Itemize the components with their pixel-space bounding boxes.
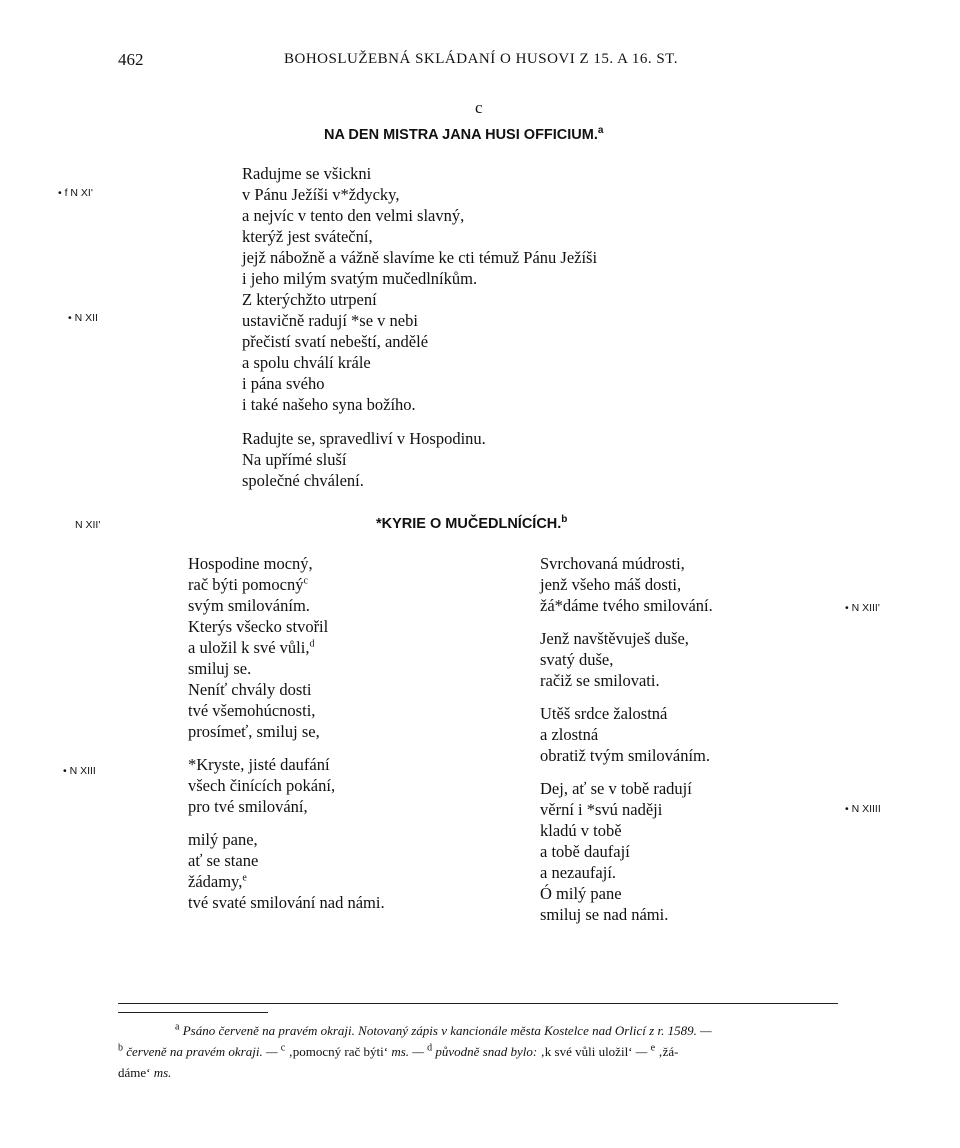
footnote-ref-a: a: [597, 125, 604, 137]
kyrie-line: [188, 679, 385, 700]
verse-line: a nejvíc v tento den velmi slavný,: [242, 206, 465, 225]
margin-note: N XII': [75, 519, 101, 531]
footnote-ref-d: d: [309, 638, 315, 650]
footnote-quote: ‚pomocný rač býti‘: [288, 1044, 389, 1059]
margin-note: • N XII: [68, 312, 98, 324]
office-title: [324, 127, 603, 143]
kyrie-line: žá*dáme tvého smilování.: [540, 596, 713, 615]
kyrie-line-text: Hospodine mocný,: [188, 554, 313, 573]
margin-note: • N XIII: [63, 765, 96, 777]
kyrie-line-text: pro tvé smilování,: [188, 797, 308, 816]
footnote-a: [175, 1020, 712, 1041]
footnote-ref-e: e: [242, 872, 247, 884]
kyrie-line-text: *Kryste, jisté daufání: [188, 755, 330, 774]
footnote-mark: e: [650, 1042, 656, 1054]
footnote-bcd: $^b$ červeně na pravém okraji. — $^c$ ‚pomocný rač býti‘ ms. — $^d$ původně snad bylo: ‚k své vůli uložil‘ — $^e$ ‚žá-: [118, 1042, 679, 1059]
kyrie-line-text: rač býti pomocný: [188, 575, 304, 594]
verse-line: i také našeho syna božího.: [242, 395, 416, 414]
verse-line: Radujme se všickni: [242, 164, 372, 183]
kyrie-line: [188, 658, 385, 679]
kyrie-line-text: milý pane,: [188, 830, 258, 849]
kyrie-line-text: a uložil k své vůli,: [188, 638, 310, 657]
footnote-quote: ‚žá-: [658, 1044, 679, 1059]
kyrie-line: [188, 595, 385, 616]
kyrie-line: [188, 637, 385, 658]
footnote-ref-b: b: [561, 514, 568, 526]
kyrie-line: [188, 721, 385, 742]
office-title-text: NA DEN MISTRA JANA HUSI OFFICIUM.: [324, 127, 598, 143]
footnote-mark: b: [118, 1042, 123, 1054]
kyrie-line: smiluj se nad námi.: [540, 905, 669, 924]
kyrie-line: račiž se smilovati.: [540, 671, 660, 690]
footnote-text: původně snad bylo:: [435, 1044, 538, 1059]
kyrie-line: [188, 871, 385, 892]
kyrie-line-text: žádamy,: [188, 872, 243, 891]
footnote-mark: d: [427, 1042, 433, 1054]
footnote-e-cont: [118, 1062, 171, 1083]
footnote-short-rule: [118, 1012, 268, 1013]
kyrie-line: [188, 574, 385, 595]
kyrie-line-text: tvé všemohúcnosti,: [188, 701, 316, 720]
verse-line: v Pánu Ježíši v*ždycky,: [242, 185, 400, 204]
response-line: Na upřímé sluší: [242, 450, 347, 469]
running-title: BOHOSLUŽEBNÁ SKLÁDANÍ O HUSOVI Z 15. A 16. ST.: [284, 51, 678, 67]
footnote-mark: c: [280, 1042, 286, 1054]
footnote-text: červeně na pravém okraji. —: [126, 1044, 278, 1059]
kyrie-left-column: [188, 553, 385, 913]
verse-line: i jeho milým svatým mučedlníkům.: [242, 269, 478, 288]
kyrie-line: kladú v tobě: [540, 821, 622, 840]
kyrie-right-column: [540, 553, 713, 925]
kyrie-line-text: smiluj se.: [188, 659, 252, 678]
kyrie-line-text: Kterýs všecko stvořil: [188, 617, 329, 636]
kyrie-line: a tobě daufají: [540, 842, 630, 861]
kyrie-line: [188, 553, 385, 574]
section-letter: c: [475, 98, 483, 117]
verse-line: kterýž jest sváteční,: [242, 227, 373, 246]
kyrie-line: [188, 616, 385, 637]
footnote-quote: dáme‘: [118, 1065, 151, 1080]
kyrie-line: Jenž navštěvuješ duše,: [540, 629, 689, 648]
kyrie-line: Svrchovaná múdrosti,: [540, 554, 685, 573]
kyrie-line: věrní i *svú naději: [540, 800, 663, 819]
office-response-block: [242, 428, 486, 491]
response-line: Radujte se, spravedliví v Hospodinu.: [242, 429, 486, 448]
kyrie-line-text: Neníť chvály dosti: [188, 680, 312, 699]
kyrie-line-text: všech činících pokání,: [188, 776, 336, 795]
kyrie-line: [188, 796, 385, 817]
kyrie-line: a nezaufají.: [540, 863, 617, 882]
response-line: společné chválení.: [242, 471, 364, 490]
kyrie-line: a zlostná: [540, 725, 599, 744]
kyrie-line: Ó milý pane: [540, 884, 622, 903]
footnote-quote: ‚k své vůli uložil‘: [540, 1044, 633, 1059]
margin-note: • N XIII': [845, 602, 880, 614]
kyrie-line: [188, 700, 385, 721]
verse-line: ustavičně radují *se v nebi: [242, 311, 418, 330]
footnote-text: Psáno červeně na pravém okraji. Notovaný zápis v kancionále města Kostelce nad Orlicí z r. 1589. —: [182, 1023, 712, 1038]
kyrie-line-text: svým smilováním.: [188, 596, 310, 615]
verse-line: Z kterýchžto utrpení: [242, 290, 377, 309]
verse-line: jejž nábožně a vážně slavíme ke cti témuž Pánu Ježíši: [242, 248, 598, 267]
kyrie-line: jenž všeho máš dosti,: [540, 575, 682, 594]
kyrie-line: obratiž tvým smilováním.: [540, 746, 711, 765]
kyrie-line: Utěš srdce žalostná: [540, 704, 668, 723]
kyrie-line-text: tvé svaté smilování nad námi.: [188, 893, 385, 912]
footnote-divider: [118, 1003, 838, 1004]
footnote-mark: a: [175, 1021, 180, 1033]
kyrie-line: Dej, ať se v tobě radují: [540, 779, 692, 798]
kyrie-line: [188, 850, 385, 871]
kyrie-title-text: *KYRIE O MUČEDLNÍCÍCH.: [376, 516, 562, 532]
kyrie-line-text: prosímeť, smiluj se,: [188, 722, 320, 741]
kyrie-line: [188, 754, 385, 775]
verse-line: a spolu chválí krále: [242, 353, 371, 372]
kyrie-line: [188, 775, 385, 796]
margin-note: • f N XI': [58, 187, 93, 199]
kyrie-title: [376, 516, 567, 532]
kyrie-line: [188, 829, 385, 850]
office-verse-block: [242, 163, 597, 415]
verse-line: přečistí svatí nebeští, andělé: [242, 332, 429, 351]
kyrie-line: svatý duše,: [540, 650, 614, 669]
page-number: 462: [118, 50, 144, 69]
footnote-text: ms. —: [391, 1044, 424, 1059]
kyrie-line-text: ať se stane: [188, 851, 259, 870]
margin-note: • N XIIII: [845, 803, 881, 815]
verse-line: i pána svého: [242, 374, 325, 393]
footnote-ref-c: c: [303, 575, 308, 587]
kyrie-line: [188, 892, 385, 913]
footnote-text: ms.: [153, 1065, 172, 1080]
